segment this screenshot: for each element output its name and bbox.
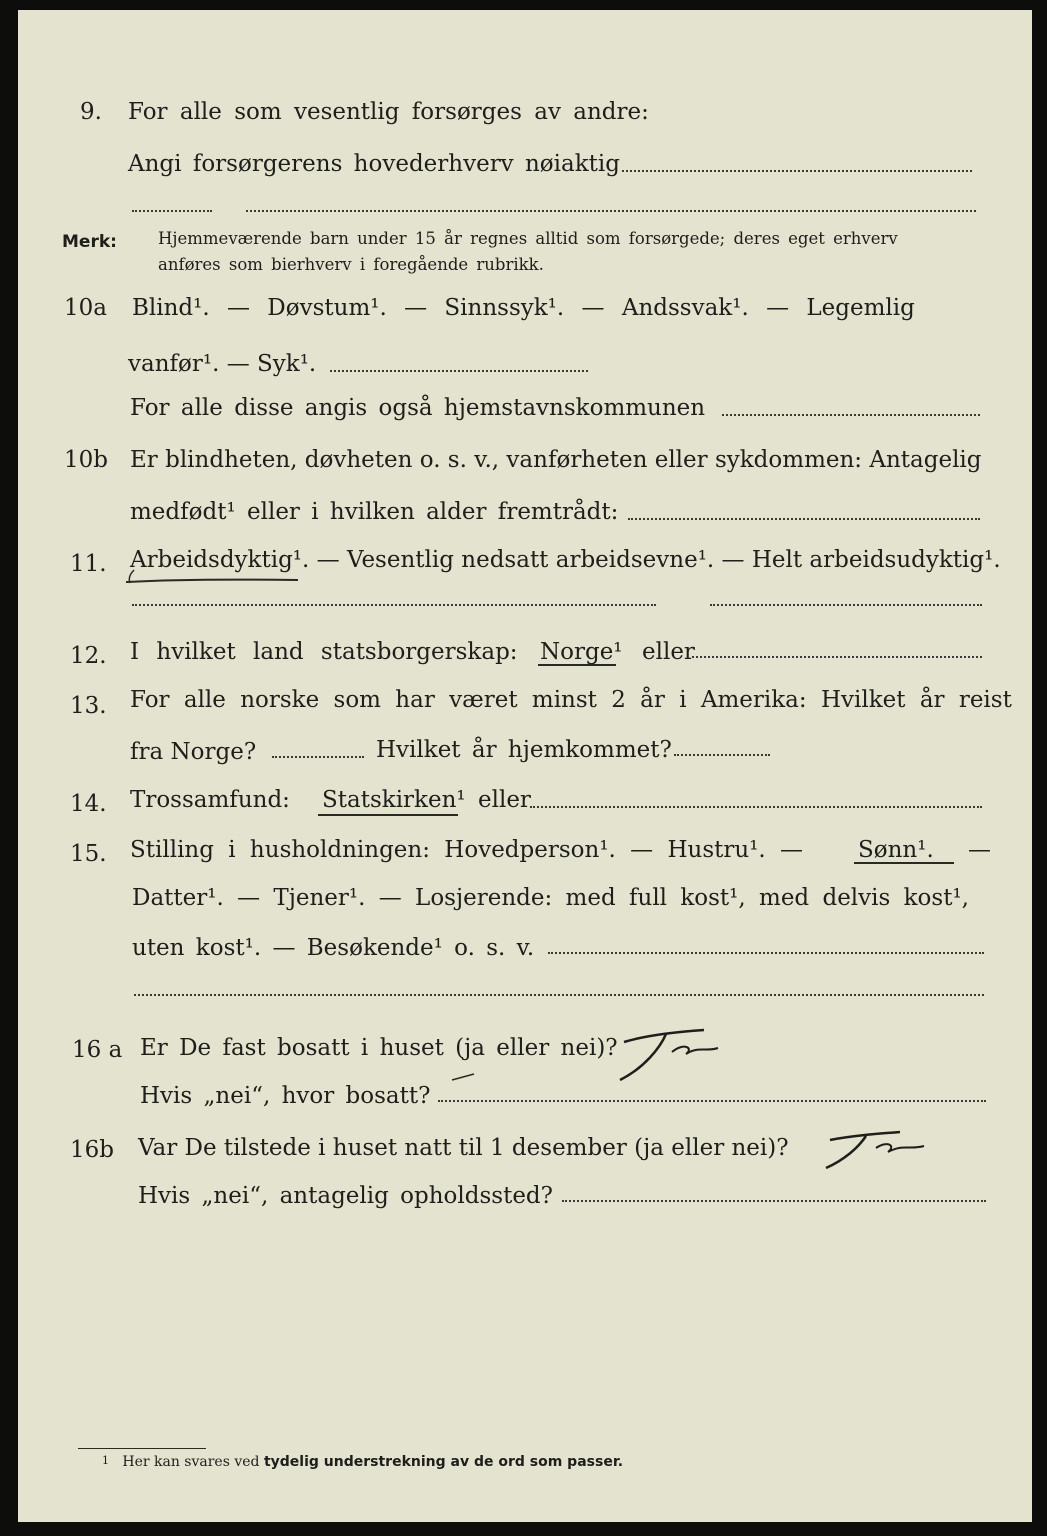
q15-line2: Datter¹. — Tjener¹. — Losjerende: med full kost¹, med delvis kost¹,: [132, 885, 969, 911]
q10a-line2: vanfør¹. — Syk¹.: [128, 351, 317, 377]
q14-suffix: eller: [478, 787, 531, 813]
q13-line2b: Hvilket år hjemkommet?: [376, 737, 672, 763]
q10a-sick-answer-line[interactable]: [330, 370, 588, 372]
q12-suffix: eller: [642, 639, 695, 665]
merk-line1: Hjemmeværende barn under 15 år regnes alltid som forsørgede; deres eget erhverv: [158, 229, 898, 248]
q15-line3: uten kost¹. — Besøkende¹ o. s. v.: [132, 935, 535, 961]
q9-answer-line[interactable]: [622, 170, 972, 172]
q12-option-norge[interactable]: Norge¹: [540, 639, 623, 665]
q15-line1a: Stilling i husholdningen: Hovedperson¹. — Hustru¹. —: [130, 837, 804, 863]
footnote-plain-text: Her kan svares ved: [122, 1454, 260, 1470]
q15-extra-line[interactable]: [134, 994, 984, 996]
q11-extra-line-b[interactable]: [710, 604, 982, 606]
q11-options: Arbeidsdyktig¹. — Vesentlig nedsatt arbeidsevne¹. — Helt arbeidsudyktig¹.: [130, 547, 1001, 573]
q11-number: 11.: [70, 551, 107, 577]
q16b-line2: Hvis „nei“, antagelig opholdssted?: [138, 1183, 553, 1209]
q16a-dash-mark: [448, 1068, 478, 1084]
footnote-mark: 1: [102, 1454, 109, 1467]
q10b-line2: medfødt¹ eller i hvilken alder fremtrådt:: [130, 499, 619, 525]
q10a-municipality-answer-line[interactable]: [722, 414, 980, 416]
q14-prefix: Trossamfund:: [130, 787, 290, 813]
q16a-answer-handwriting: [614, 1022, 734, 1086]
q11-underline-mark: [122, 566, 302, 590]
q13-number: 13.: [70, 693, 107, 719]
q10b-line1: Er blindheten, døvheten o. s. v., vanførheten eller sykdommen: Antagelig: [130, 447, 982, 473]
q16b-answer-line[interactable]: [562, 1200, 986, 1202]
census-form-page: [18, 10, 1032, 1522]
q9-line1: For alle som vesentlig forsørges av andre:: [128, 99, 649, 125]
q15-answer-line[interactable]: [548, 952, 984, 954]
q10b-number: 10b: [64, 447, 108, 473]
merk-line2: anføres som bierhverv i foregående rubrikk.: [158, 255, 544, 274]
q11-extra-line-a[interactable]: [132, 604, 656, 606]
q16a-answer-line[interactable]: [438, 1100, 986, 1102]
q16b-line1: Var De tilstede i huset natt til 1 desember (ja eller nei)?: [138, 1135, 789, 1161]
q9-line2: Angi forsørgerens hovederhverv nøiaktig: [128, 151, 620, 177]
q12-number: 12.: [70, 643, 107, 669]
q10a-number: 10a: [64, 295, 107, 321]
q10b-answer-line[interactable]: [628, 518, 980, 520]
q16a-number: 16 a: [72, 1037, 123, 1063]
q13-line2a: fra Norge?: [130, 739, 257, 765]
q16a-line2: Hvis „nei“, hvor bosatt?: [140, 1083, 431, 1109]
q10a-line3: For alle disse angis også hjemstavnskommunen: [130, 395, 706, 421]
q15-sonn-underline: [854, 862, 954, 864]
q13-year-returned-answer-line[interactable]: [674, 754, 770, 756]
q14-statskirken-underline: [318, 814, 458, 816]
q16b-answer-handwriting: [814, 1126, 934, 1174]
q9-number: 9.: [80, 99, 102, 125]
q14-answer-line[interactable]: [530, 806, 982, 808]
footnote-rule: [78, 1448, 206, 1449]
q9-answer-line-2b[interactable]: [246, 210, 976, 212]
q10a-line1: Blind¹. — Døvstum¹. — Sinnssyk¹. — Andssvak¹. — Legemlig: [132, 295, 915, 321]
q9-answer-line-2a[interactable]: [132, 210, 212, 212]
q16b-number: 16b: [70, 1137, 114, 1163]
q13-year-left-answer-line[interactable]: [272, 756, 364, 758]
q12-answer-line[interactable]: [692, 656, 982, 658]
q14-number: 14.: [70, 791, 107, 817]
q13-line1: For alle norske som har været minst 2 år i Amerika: Hvilket år reist: [130, 687, 1012, 713]
merk-label: Merk:: [62, 232, 117, 252]
q12-prefix: I hvilket land statsborgerskap:: [130, 639, 518, 665]
q15-number: 15.: [70, 841, 107, 867]
q14-option-statskirken[interactable]: Statskirken¹: [322, 787, 466, 813]
q16a-line1: Er De fast bosatt i huset (ja eller nei)?: [140, 1035, 618, 1061]
footnote: [102, 1454, 623, 1470]
q15-option-sonn[interactable]: Sønn¹.: [858, 837, 934, 863]
footnote-bold-text: tydelig understrekning av de ord som passer.: [263, 1454, 624, 1470]
q12-norge-underline: [538, 664, 616, 666]
q15-line1c: —: [968, 837, 991, 863]
